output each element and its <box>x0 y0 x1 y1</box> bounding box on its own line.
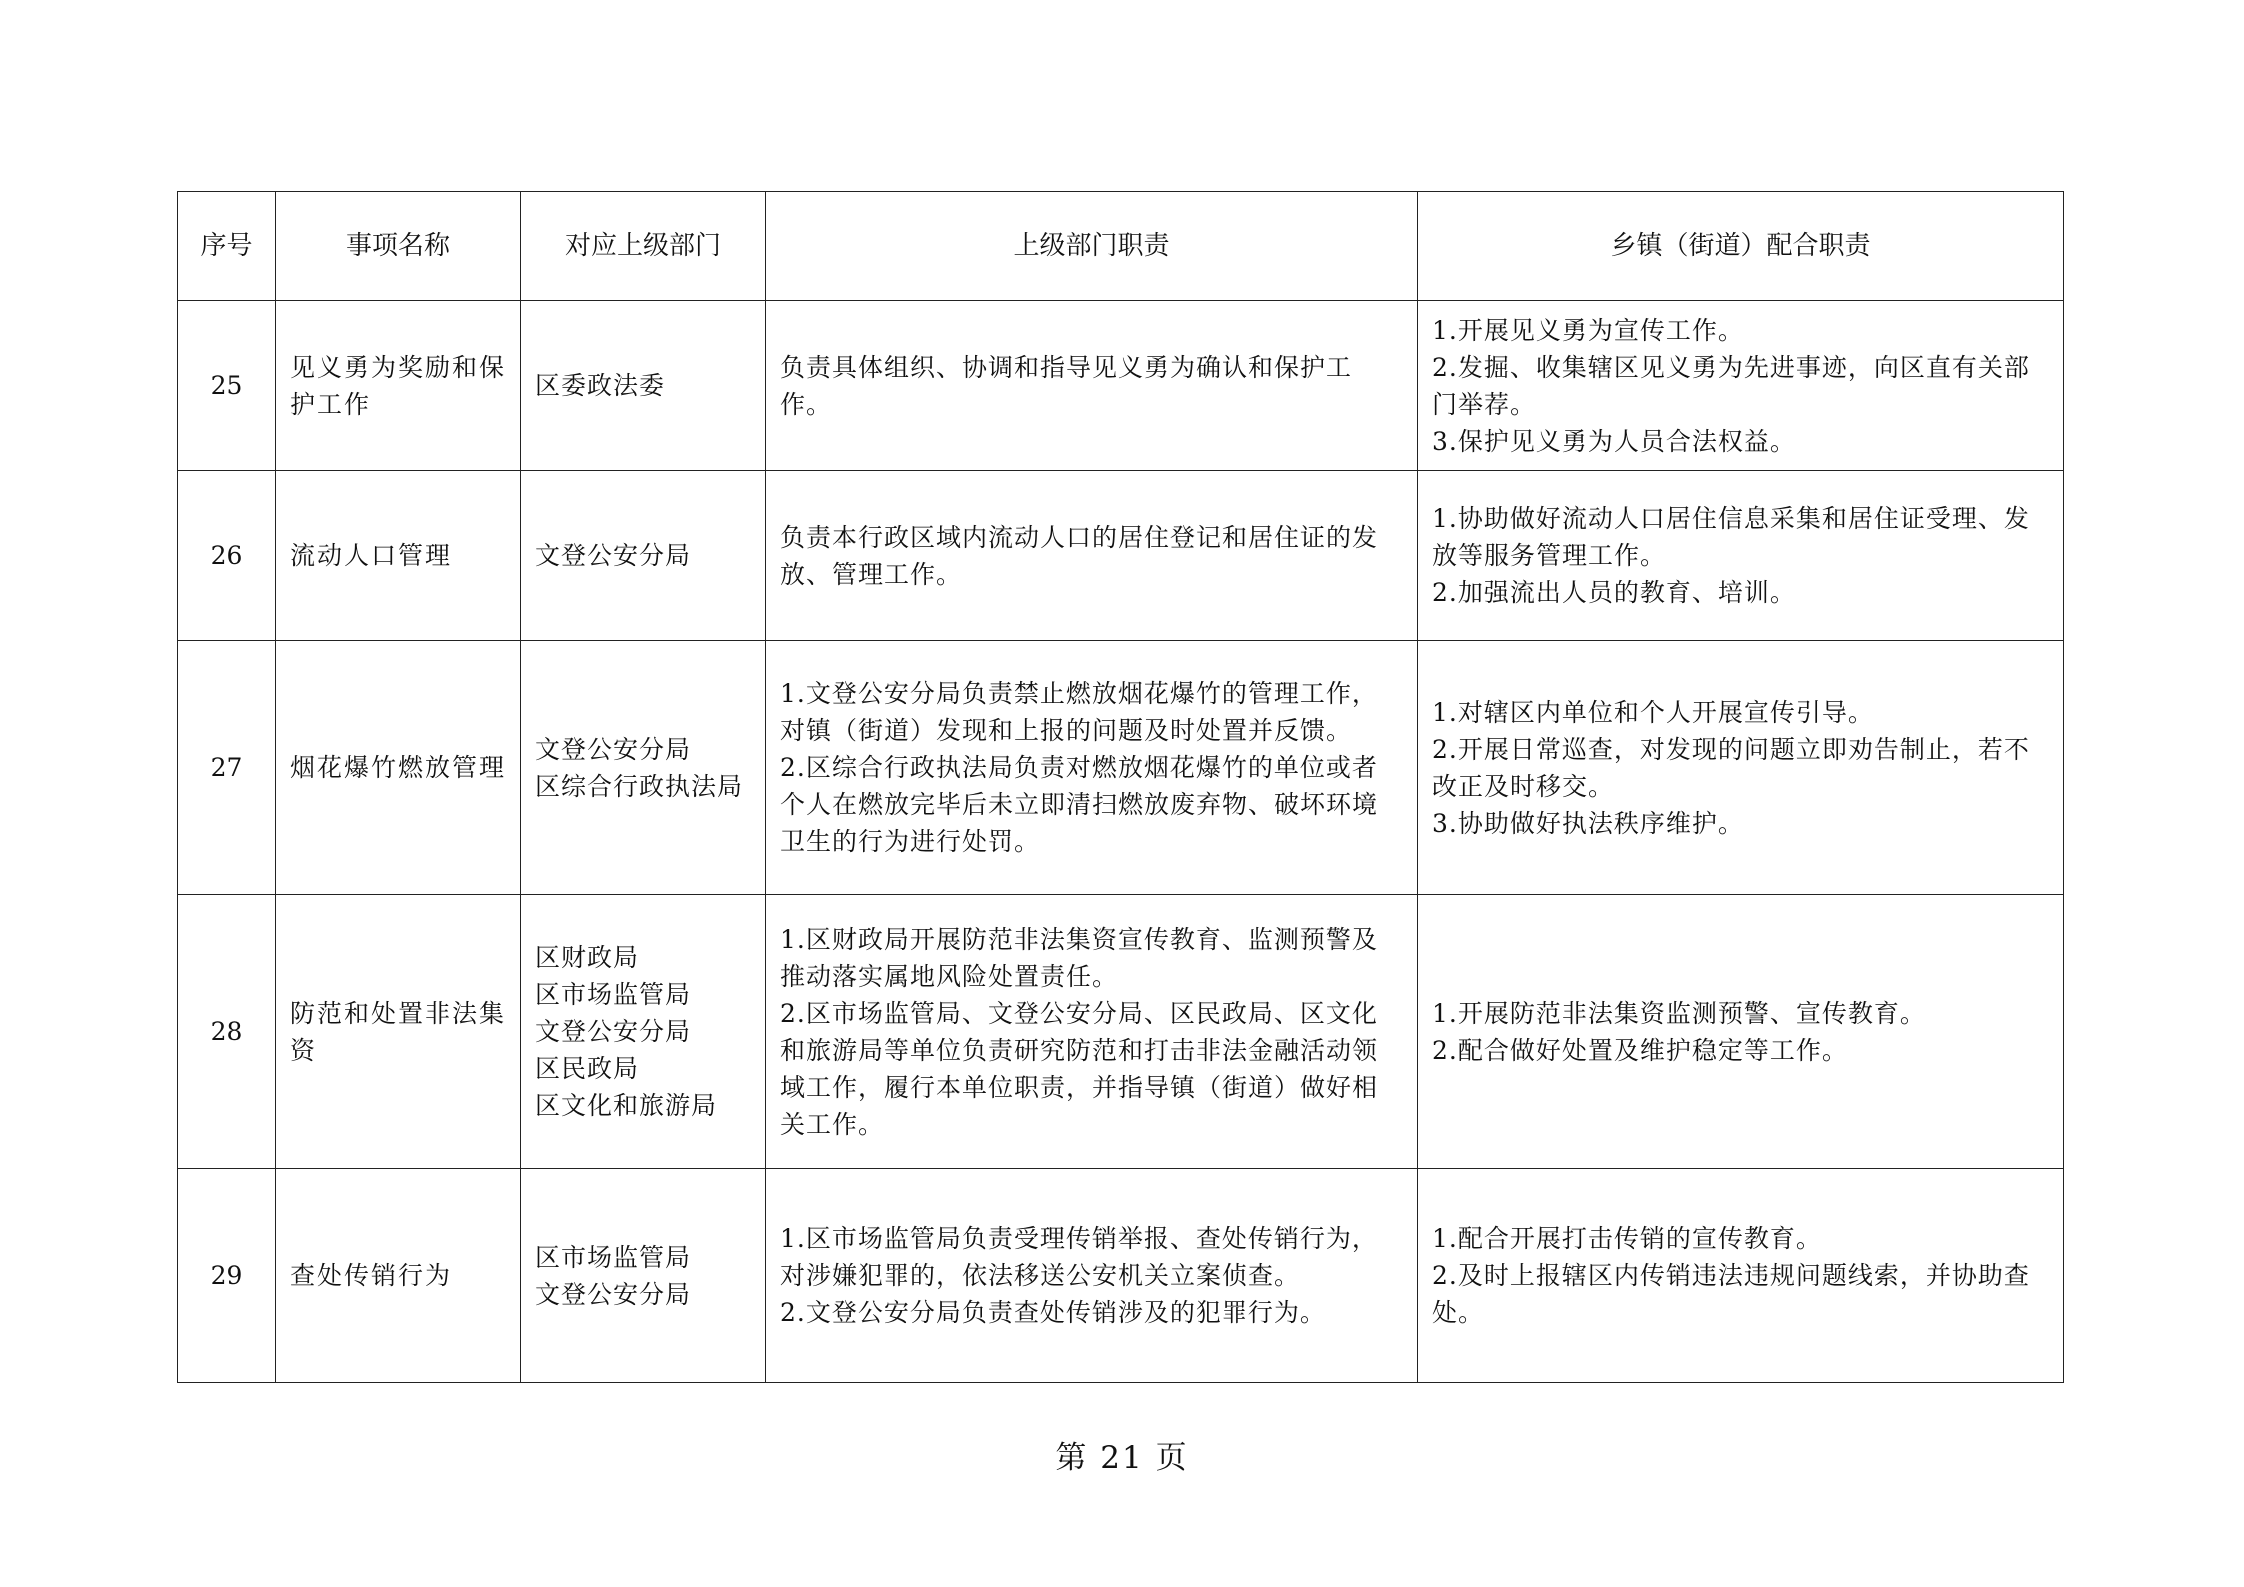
cell-line: 2.及时上报辖区内传销违法违规问题线索，并协助查处。 <box>1432 1261 2030 1327</box>
cell-no: 26 <box>178 471 276 641</box>
cell-name: 查处传销行为 <box>276 1169 521 1383</box>
cell-dept <box>521 895 766 1169</box>
cell-line: 2.文登公安分局负责查处传销涉及的犯罪行为。 <box>780 1298 1326 1327</box>
cell-no: 28 <box>178 895 276 1169</box>
cell-line: 3.协助做好执法秩序维护。 <box>1432 808 1744 838</box>
table-body <box>178 301 2064 1383</box>
cell-line: 2.开展日常巡查，对发现的问题立即劝告制止，若不改正及时移交。 <box>1432 734 2030 801</box>
cell-line: 区市场监管局 <box>535 980 692 1009</box>
cell-line: 2.区市场监管局、文登公安分局、区民政局、区文化和旅游局等单位负责研究防范和打击非法金融活动领域工作，履行本单位职责，并指导镇（街道）做好相关工作。 <box>780 998 1379 1139</box>
cell-town <box>1418 471 2064 641</box>
cell-no: 25 <box>178 301 276 471</box>
table-row <box>178 471 2064 641</box>
header-name: 事项名称 <box>276 192 521 301</box>
table-header <box>178 192 2064 301</box>
cell-town <box>1418 1169 2064 1383</box>
cell-line: 文登公安分局 <box>535 1017 692 1046</box>
cell-line: 区文化和旅游局 <box>535 1091 718 1120</box>
cell-no: 27 <box>178 641 276 895</box>
cell-line: 负责具体组织、协调和指导见义勇为确认和保护工作。 <box>780 352 1353 419</box>
cell-line: 1.开展防范非法集资监测预警、宣传教育。 <box>1432 998 1926 1028</box>
cell-name: 流动人口管理 <box>276 471 521 641</box>
cell-name: 烟花爆竹燃放管理 <box>276 641 521 895</box>
cell-line: 区财政局 <box>535 943 640 972</box>
cell-line: 1.协助做好流动人口居住信息采集和居住证受理、发放等服务管理工作。 <box>1432 504 2030 570</box>
cell-superior <box>766 471 1418 641</box>
cell-line: 1.区财政局开展防范非法集资宣传教育、监测预警及推动落实属地风险处置责任。 <box>780 924 1378 991</box>
cell-line: 文登公安分局 <box>535 1279 692 1309</box>
cell-town <box>1418 641 2064 895</box>
cell-name: 防范和处置非法集资 <box>276 895 521 1169</box>
header-dept: 对应上级部门 <box>521 192 766 301</box>
cell-superior <box>766 641 1418 895</box>
cell-no: 29 <box>178 1169 276 1383</box>
cell-town <box>1418 895 2064 1169</box>
duty-table <box>177 191 2064 1383</box>
cell-line: 区委政法委 <box>535 371 666 400</box>
header-row <box>178 192 2064 301</box>
cell-line: 区综合行政执法局 <box>535 771 744 801</box>
table-row <box>178 1169 2064 1383</box>
table-row <box>178 641 2064 895</box>
cell-line: 负责本行政区域内流动人口的居住登记和居住证的发放、管理工作。 <box>780 522 1379 589</box>
cell-town <box>1418 301 2064 471</box>
header-superior: 上级部门职责 <box>766 192 1418 301</box>
cell-dept <box>521 1169 766 1383</box>
cell-line: 区民政局 <box>535 1054 640 1083</box>
cell-dept <box>521 641 766 895</box>
cell-line: 2.配合做好处置及维护稳定等工作。 <box>1432 1035 1848 1065</box>
cell-dept <box>521 301 766 471</box>
table-row <box>178 895 2064 1169</box>
cell-line: 2.发掘、收集辖区见义勇为先进事迹，向区直有关部门举荐。 <box>1432 352 2030 419</box>
cell-name: 见义勇为奖励和保护工作 <box>276 301 521 471</box>
cell-line: 2.区综合行政执法局负责对燃放烟花爆竹的单位或者个人在燃放完毕后未立即清扫燃放废弃物、破坏环境卫生的行为进行处罚。 <box>780 753 1379 856</box>
cell-line: 文登公安分局 <box>535 541 692 570</box>
cell-superior <box>766 301 1418 471</box>
cell-line: 3.保护见义勇为人员合法权益。 <box>1432 426 1796 456</box>
header-town: 乡镇（街道）配合职责 <box>1418 192 2064 301</box>
cell-dept <box>521 471 766 641</box>
cell-superior <box>766 895 1418 1169</box>
cell-line: 文登公安分局 <box>535 734 692 764</box>
cell-line: 1.文登公安分局负责禁止燃放烟花爆竹的管理工作，对镇（街道）发现和上报的问题及时处置并反馈。 <box>780 679 1378 745</box>
cell-line: 2.加强流出人员的教育、培训。 <box>1432 578 1796 607</box>
page-number: 第 21 页 <box>1055 1440 1189 1476</box>
cell-line: 区市场监管局 <box>535 1242 692 1272</box>
cell-line: 1.配合开展打击传销的宣传教育。 <box>1432 1224 1822 1253</box>
table-row <box>178 301 2064 471</box>
cell-superior <box>766 1169 1418 1383</box>
cell-line: 1.开展见义勇为宣传工作。 <box>1432 315 1744 345</box>
cell-line: 1.区市场监管局负责受理传销举报、查处传销行为，对涉嫌犯罪的，依法移送公安机关立案侦查。 <box>780 1224 1378 1290</box>
header-no: 序号 <box>178 192 276 301</box>
cell-line: 1.对辖区内单位和个人开展宣传引导。 <box>1432 697 1874 727</box>
